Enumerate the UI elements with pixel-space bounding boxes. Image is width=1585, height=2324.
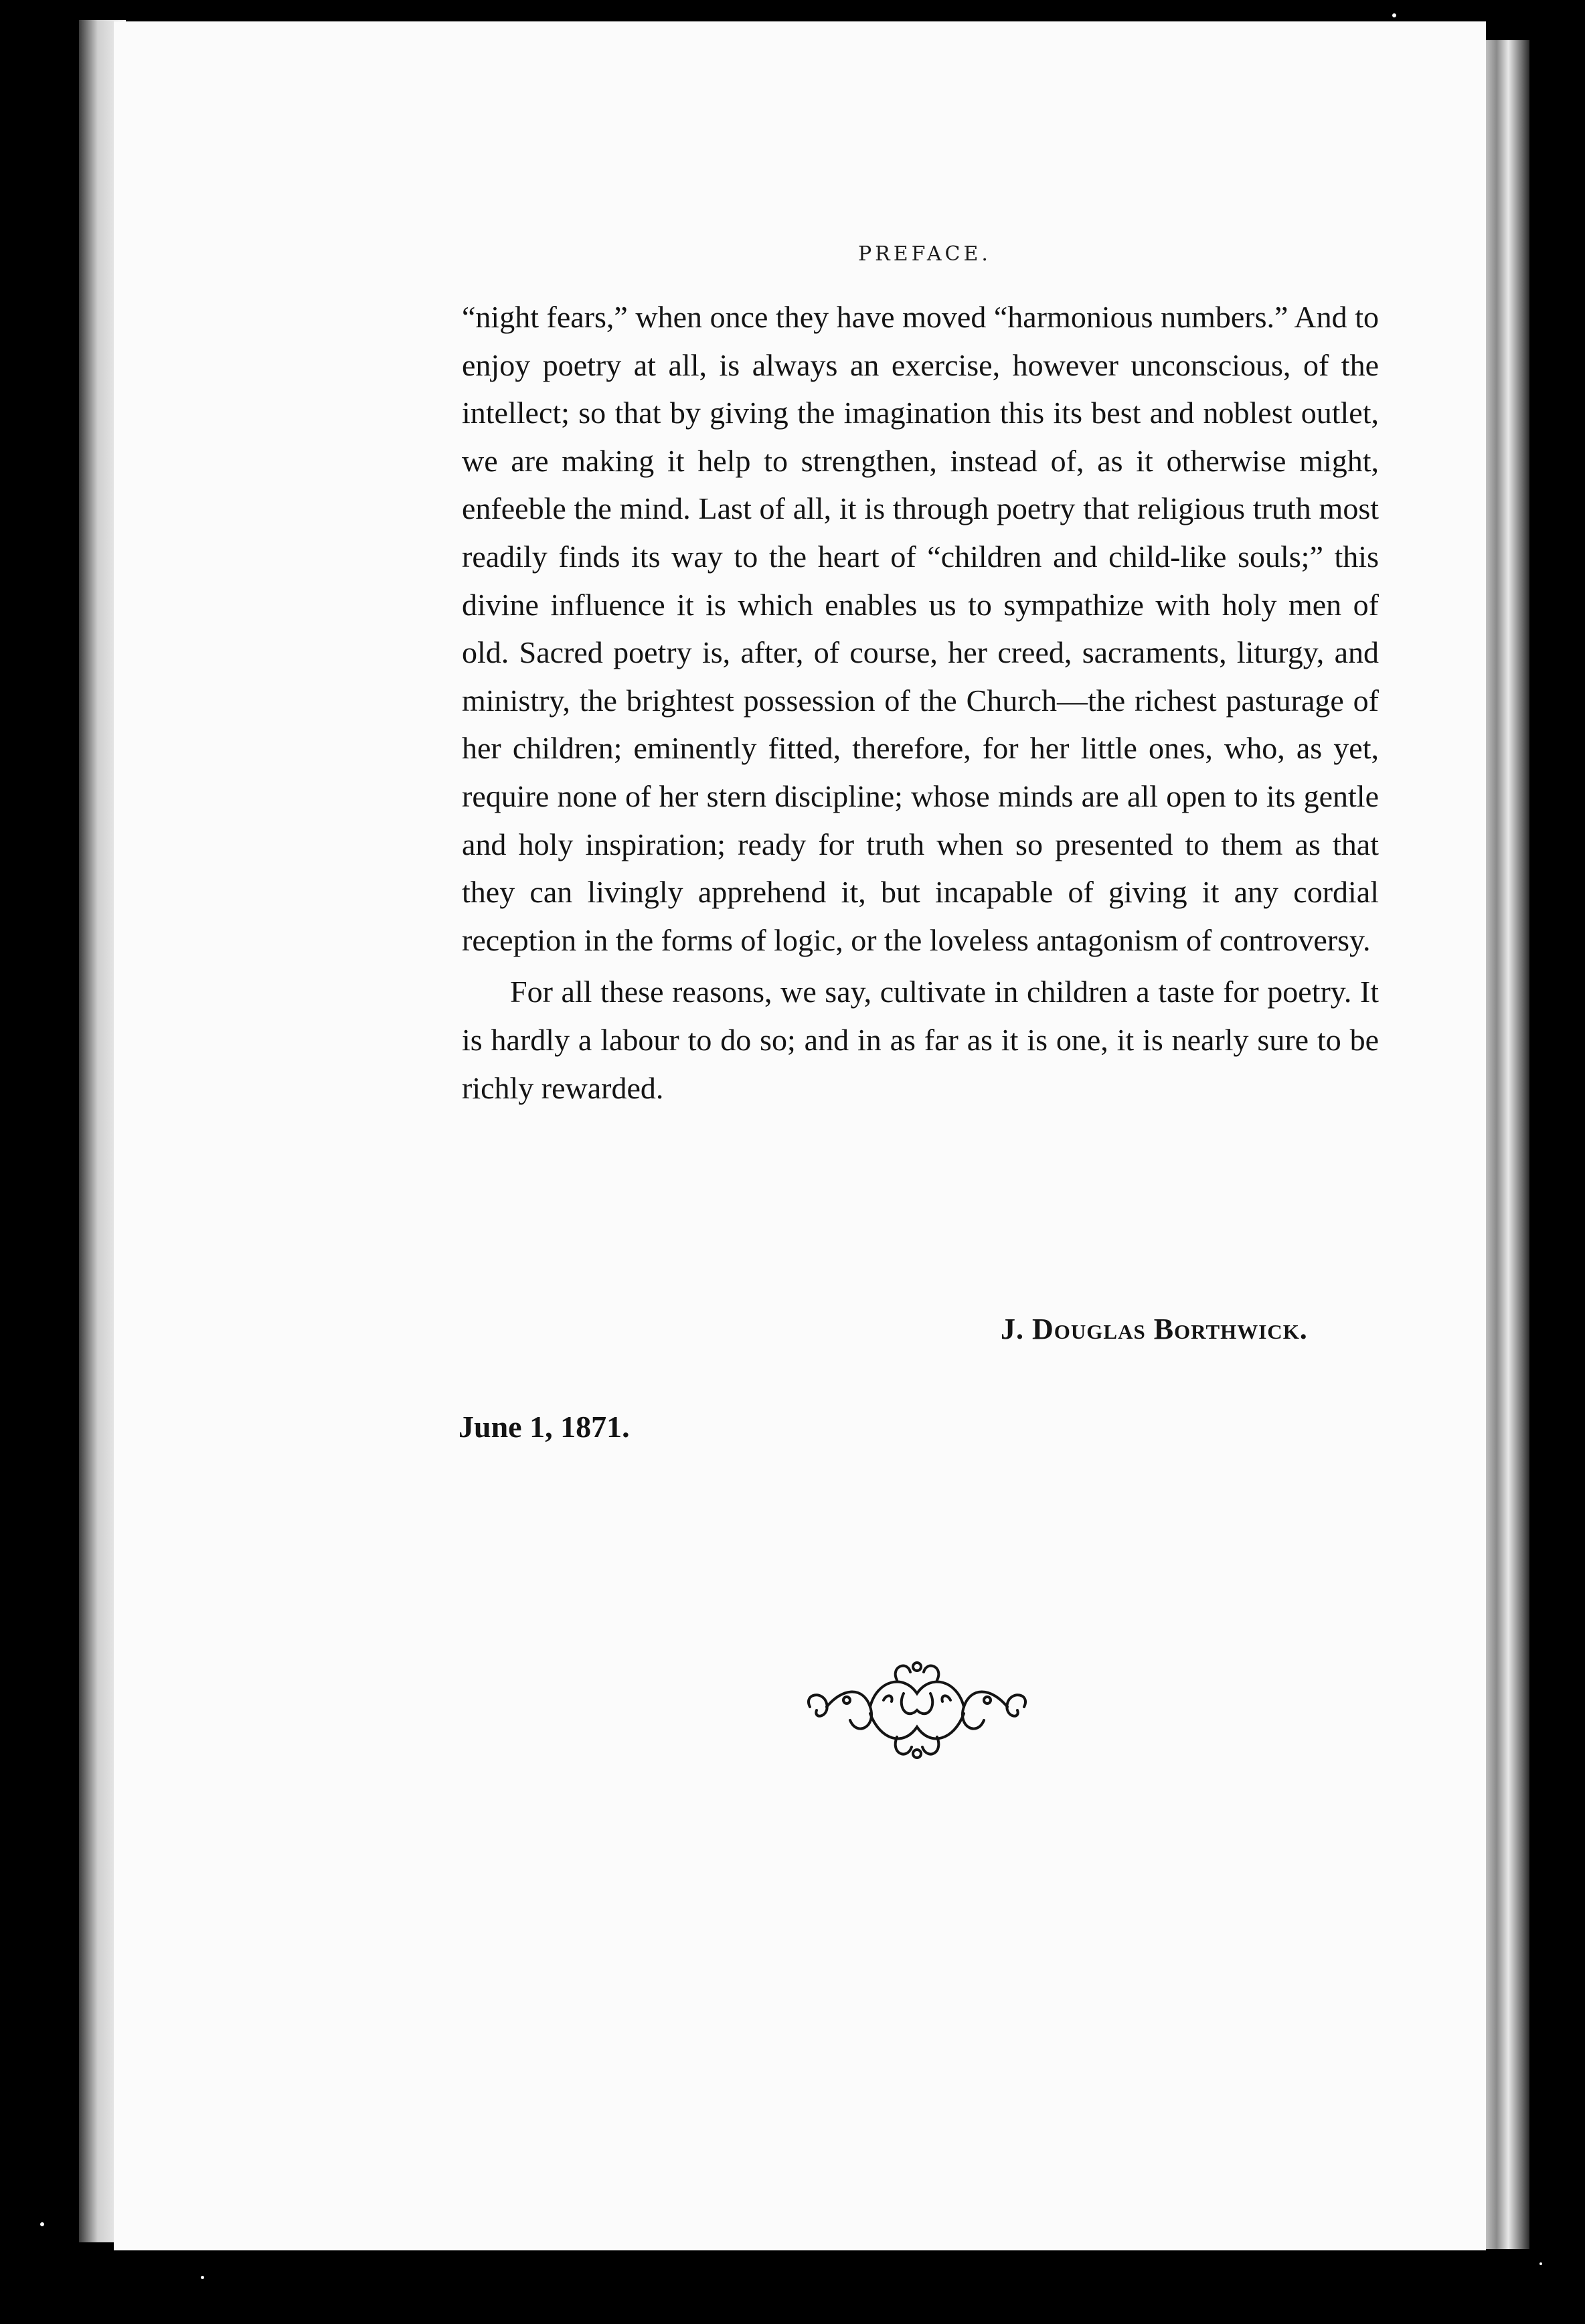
floral-tailpiece-icon bbox=[797, 1653, 1037, 1767]
running-head: PREFACE. bbox=[858, 242, 991, 266]
preface-date: June 1, 1871. bbox=[458, 1410, 630, 1444]
author-signature: J. Douglas Borthwick. bbox=[1001, 1313, 1308, 1345]
next-page-edge bbox=[1483, 40, 1529, 2249]
preface-paragraph-1: “night fears,” when once they have moved “harmonious numbers.” And to enjoy poetry at all, is always an exercise, however unconscious, of the intellect; so that by giving the imagination this its best and noblest outlet, we are making it help to strengthen, instead of, as it otherwise might, enfeeble the mind. Last of all, it is through poetry that religious truth most readily finds its way to the heart of “children and child-like souls;” this divine influence it is which enables us to sympathize with holy men of old. Sacred poetry is, after, of course, her creed, sacraments, liturgy, and ministry, the brightest possession of the Church—the richest pasturage of her children; eminently fitted, therefore, for her little ones, who, as yet, require none of her stern discipline; whose minds are all open to its gentle and holy inspiration; ready for truth when so presented to them as that they can livingly apprehend it, but incapable of giving it any cordial reception in the forms of logic, or the loveless antagonism of controversy. bbox=[462, 300, 1379, 957]
scan-speck bbox=[1392, 13, 1396, 17]
scan-speck bbox=[40, 2222, 44, 2226]
preface-body bbox=[462, 293, 1379, 1112]
scan-speck bbox=[201, 2276, 204, 2279]
preface-paragraph-2: For all these reasons, we say, cultivate in children a taste for poetry. It is hardly a labour to do so; and in as far as it is one, it is nearly sure to be richly rewarded. bbox=[462, 975, 1379, 1105]
scan-speck bbox=[1539, 2262, 1542, 2265]
